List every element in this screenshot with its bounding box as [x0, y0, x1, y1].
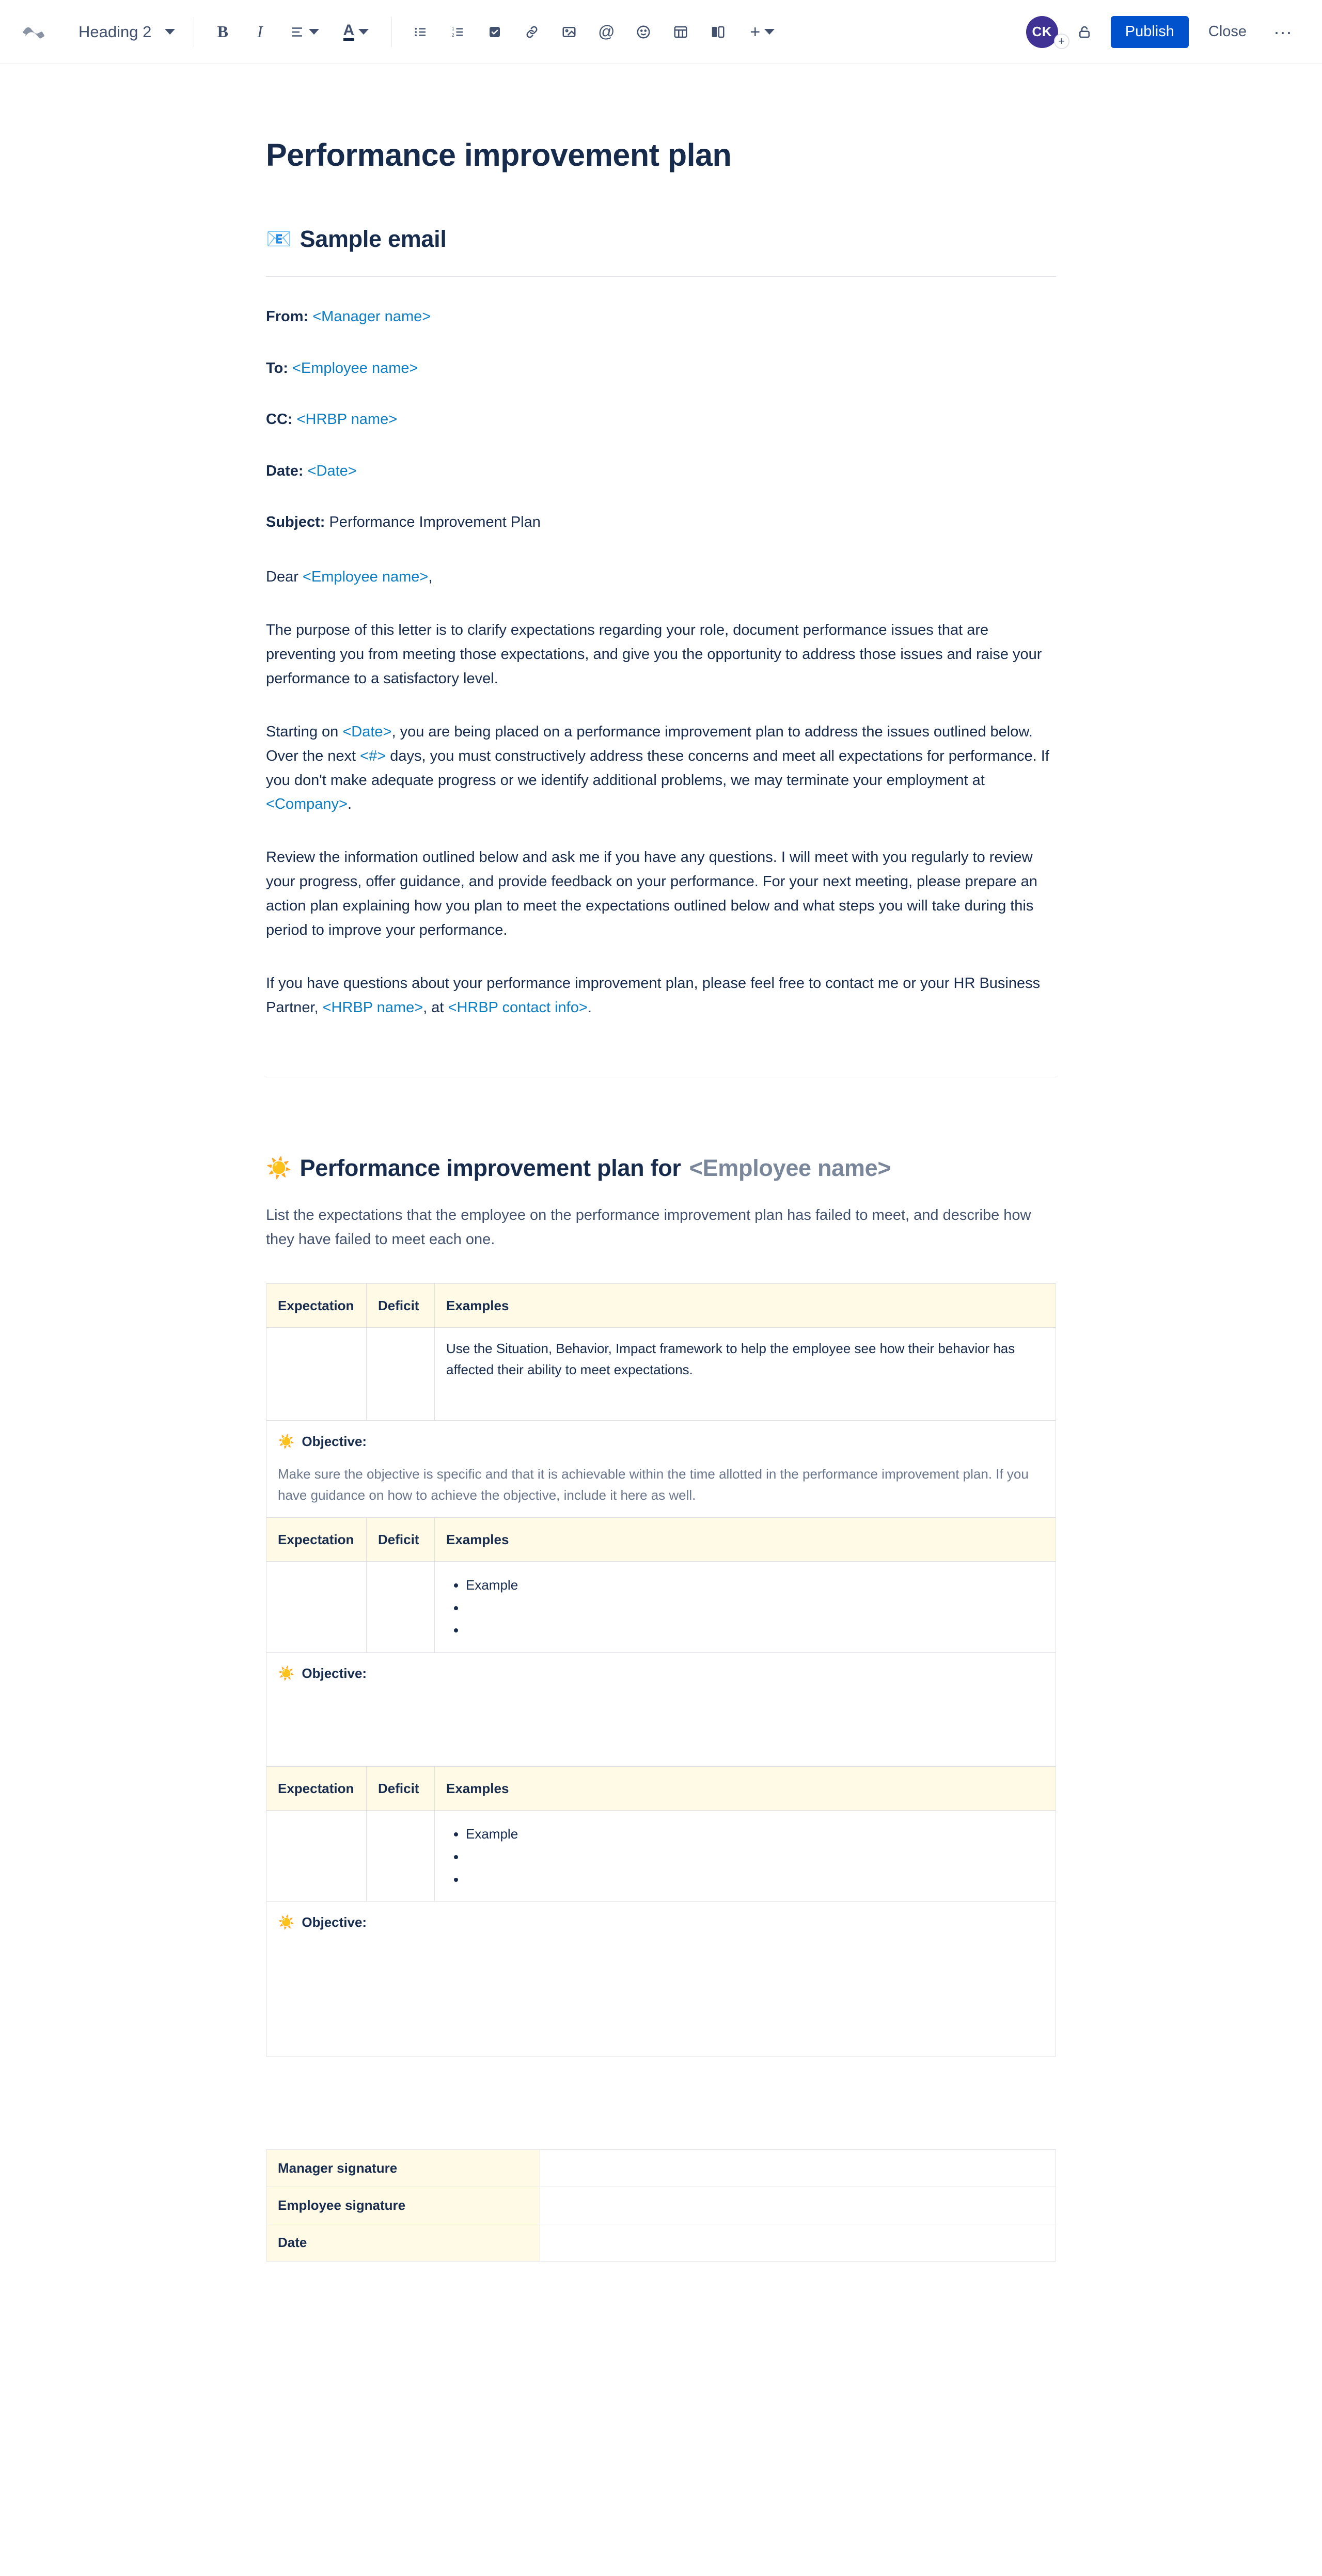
toolbar-divider	[391, 17, 392, 47]
sun-emoji-icon: ☀️	[266, 1157, 292, 1180]
table-row	[266, 2150, 1056, 2187]
sample-email-heading	[266, 226, 1056, 253]
text-style-select[interactable]	[67, 15, 182, 49]
numbered-list-button[interactable]	[440, 15, 475, 49]
signature-value-manager[interactable]	[540, 2150, 1056, 2187]
table-row	[266, 1811, 1056, 1902]
avatar-initials: CK	[1032, 24, 1052, 39]
table-header-row	[266, 1517, 1056, 1561]
signature-label-date: Date	[266, 2224, 540, 2261]
sun-emoji-icon: ☀️	[278, 1666, 295, 1682]
signature-value-employee[interactable]	[540, 2187, 1056, 2224]
email-salutation	[266, 565, 1056, 589]
email-paragraph-4	[266, 971, 1056, 1020]
restrictions-lock-icon[interactable]	[1067, 15, 1101, 49]
list-item[interactable]	[466, 1846, 1044, 1868]
column-header-deficit: Deficit	[367, 1517, 435, 1561]
chevron-down-icon	[764, 29, 775, 35]
svg-text:1: 1	[452, 25, 454, 31]
task-list-button[interactable]	[478, 15, 512, 49]
text-align-button[interactable]	[280, 15, 328, 49]
cell-deficit[interactable]	[367, 1328, 435, 1421]
objective-label	[278, 1431, 1044, 1452]
objective-label-text: Objective:	[302, 1914, 367, 1930]
email-field-cc	[266, 409, 1056, 431]
email-field-cc-value[interactable]: <HRBP name>	[296, 411, 398, 428]
p2-days-placeholder[interactable]: <#>	[360, 747, 386, 764]
chevron-down-icon	[309, 29, 319, 35]
sun-emoji-icon: ☀️	[278, 1434, 295, 1450]
email-field-from-value[interactable]: <Manager name>	[312, 308, 431, 325]
examples-list	[446, 1823, 1044, 1891]
column-header-examples: Examples	[435, 1517, 1056, 1561]
cell-examples[interactable]	[435, 1562, 1056, 1653]
objective-note: Make sure the objective is specific and that it is achievable within the time allotted in the performance improvement plan. If you have guidance on how to achieve the objective, include it here as well.	[278, 1466, 1029, 1503]
cell-examples-note[interactable]: Use the Situation, Behavior, Impact framework to help the employee see how their behavior has affected their ability to meet expectations.	[435, 1328, 1056, 1421]
page-title[interactable]: Performance improvement plan	[266, 137, 732, 172]
add-collaborator-icon[interactable]: +	[1054, 34, 1069, 49]
objective-label-text: Objective:	[302, 1434, 367, 1450]
table-row	[266, 2187, 1056, 2224]
table-row	[266, 1328, 1056, 1421]
email-emoji-icon: 📧	[266, 228, 292, 251]
divider	[266, 276, 1056, 277]
email-paragraph-3: Review the information outlined below and ask me if you have any questions. I will meet with you regularly to review your progress, offer guidance, and provide feedback on your performance. For your next meeting, please prepare an action plan explaining how you plan to meet the expectations outlined below and what steps you will take during this period to improve your performance.	[266, 849, 1037, 939]
column-header-deficit: Deficit	[367, 1767, 435, 1811]
signature-value-date[interactable]	[540, 2224, 1056, 2261]
objective-label	[278, 1663, 1044, 1684]
column-header-examples: Examples	[435, 1284, 1056, 1328]
layout-button[interactable]	[701, 15, 735, 49]
more-options-button[interactable]: ···	[1273, 21, 1292, 42]
email-paragraph-1: The purpose of this letter is to clarify expectations regarding your role, document performance issues that are preventing you from meeting those expectations, and give you the opportunity to address those issues and raise your performance to a satisfactory level.	[266, 621, 1042, 687]
list-item[interactable]: • Example	[466, 1574, 1044, 1597]
link-button[interactable]	[515, 15, 549, 49]
signature-table[interactable]	[266, 2149, 1056, 2261]
p4-hrbp-placeholder[interactable]: <HRBP name>	[322, 999, 423, 1016]
email-field-cc-label: CC:	[266, 411, 293, 428]
cell-expectation[interactable]	[266, 1328, 367, 1421]
p2-date-placeholder[interactable]: <Date>	[342, 723, 392, 740]
email-field-date-label: Date:	[266, 462, 304, 479]
confluence-logo-icon[interactable]	[15, 13, 54, 51]
chevron-down-icon	[165, 29, 175, 35]
email-field-from	[266, 306, 1056, 328]
objective-row	[266, 1421, 1056, 1517]
list-item[interactable]	[466, 1619, 1044, 1642]
email-paragraph-2	[266, 720, 1056, 817]
salutation-prefix: Dear	[266, 568, 303, 585]
plan-heading-text: Performance improvement plan for	[300, 1155, 681, 1182]
cell-objective[interactable]	[266, 1421, 1056, 1517]
cell-expectation[interactable]	[266, 1811, 367, 1902]
objective-row	[266, 1902, 1056, 2056]
salutation-suffix: ,	[428, 568, 433, 585]
cell-deficit[interactable]	[367, 1811, 435, 1902]
text-color-button[interactable]: A	[332, 15, 380, 49]
p2-part-a: Starting on	[266, 723, 343, 740]
objective-row	[266, 1653, 1056, 1766]
email-field-to-value[interactable]: <Employee name>	[292, 359, 418, 376]
email-field-subject	[266, 511, 1056, 534]
text-style-value: Heading 2	[78, 22, 152, 41]
document-page	[0, 136, 1322, 2323]
close-button[interactable]: Close	[1198, 16, 1257, 48]
email-field-subject-label: Subject:	[266, 514, 325, 531]
p4-part-b: , at	[423, 999, 448, 1016]
signature-label-manager: Manager signature	[266, 2150, 540, 2187]
bold-button[interactable]: B	[217, 22, 229, 41]
expectation-table-2[interactable]	[266, 1517, 1056, 1766]
table-row	[266, 2224, 1056, 2261]
p2-part-c: days, you must constructively address these concerns and meet all expectations for performance. If you don't make adequate progress or we identify additional problems, we may terminate your employment at	[266, 747, 1049, 789]
p4-contact-placeholder[interactable]: <HRBP contact info>	[448, 999, 588, 1016]
column-header-expectation: Expectation	[266, 1767, 367, 1811]
insert-more-button[interactable]: +	[738, 15, 786, 49]
emoji-button[interactable]	[626, 15, 660, 49]
examples-list	[446, 1574, 1044, 1642]
list-item[interactable]	[466, 1597, 1044, 1620]
cell-objective[interactable]	[266, 1902, 1056, 2056]
publish-button[interactable]: Publish	[1111, 16, 1189, 48]
list-item[interactable]	[466, 1868, 1044, 1891]
p2-part-b: , you are being placed on a performance improvement plan to address the issues outlined below. Over the next	[266, 723, 1033, 764]
table-header-row	[266, 1284, 1056, 1328]
expectation-table-1[interactable]	[266, 1283, 1056, 1517]
chevron-down-icon	[358, 29, 369, 35]
email-field-date	[266, 460, 1056, 483]
italic-button[interactable]: I	[257, 22, 263, 41]
p2-part-d: .	[348, 796, 352, 813]
p4-part-c: .	[587, 999, 592, 1016]
sample-email-heading-text: Sample email	[300, 226, 447, 253]
email-field-to	[266, 357, 1056, 380]
plan-intro: List the expectations that the employee on the performance improvement plan has failed to meet, and describe how they have failed to meet each one.	[266, 1207, 1031, 1248]
email-field-from-label: From:	[266, 308, 309, 325]
expectation-table-3[interactable]	[266, 1766, 1056, 2056]
list-item[interactable]: • Example	[466, 1823, 1044, 1846]
table-row	[266, 1562, 1056, 1653]
sun-emoji-icon: ☀️	[278, 1914, 295, 1930]
objective-label	[278, 1912, 1044, 1933]
cell-deficit[interactable]	[367, 1562, 435, 1653]
cell-expectation[interactable]	[266, 1562, 367, 1653]
bullet-list-button[interactable]	[403, 15, 437, 49]
svg-text:2: 2	[452, 32, 454, 38]
email-field-subject-value: Performance Improvement Plan	[329, 514, 541, 531]
email-field-date-value[interactable]: <Date>	[307, 462, 357, 479]
cell-examples[interactable]	[435, 1811, 1056, 1902]
p2-company-placeholder[interactable]: <Company>	[266, 796, 348, 813]
table-header-row	[266, 1767, 1056, 1811]
avatar[interactable]	[1026, 16, 1065, 48]
signature-label-employee: Employee signature	[266, 2187, 540, 2224]
editor-toolbar	[0, 0, 1322, 64]
column-header-examples: Examples	[435, 1767, 1056, 1811]
p4-part-a: If you have questions about your performance improvement plan, please feel free to contact me or your HR Business Partner,	[266, 975, 1041, 1016]
salutation-employee-placeholder[interactable]: <Employee name>	[302, 568, 429, 585]
mention-button[interactable]: @	[598, 22, 615, 41]
image-button[interactable]	[552, 15, 586, 49]
cell-objective[interactable]	[266, 1653, 1056, 1766]
column-header-expectation: Expectation	[266, 1517, 367, 1561]
plan-heading-placeholder[interactable]: <Employee name>	[689, 1155, 891, 1182]
column-header-deficit: Deficit	[367, 1284, 435, 1328]
email-field-to-label: To:	[266, 359, 288, 376]
column-header-expectation: Expectation	[266, 1284, 367, 1328]
objective-label-text: Objective:	[302, 1666, 367, 1682]
table-button[interactable]	[664, 15, 698, 49]
plan-heading	[266, 1155, 1056, 1182]
